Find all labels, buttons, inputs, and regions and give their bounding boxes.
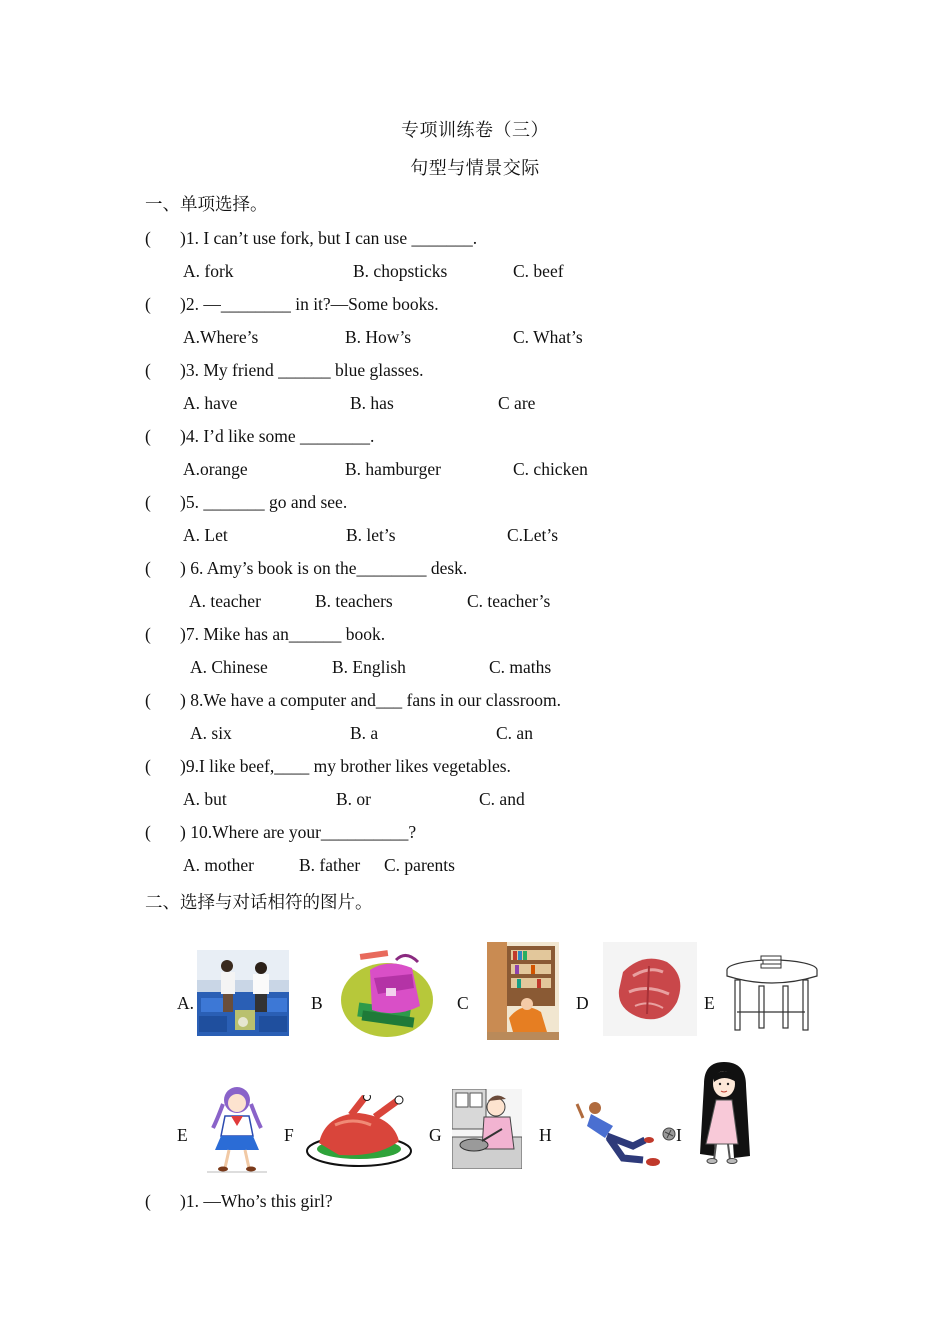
option-c: C.Let’s <box>507 525 559 545</box>
option-a: A.orange <box>183 459 248 479</box>
answer-paren: ( <box>145 360 151 380</box>
answer-paren: ( <box>145 294 151 314</box>
option-c: C. parents <box>384 855 455 875</box>
answer-paren: ( <box>145 1191 151 1211</box>
picture-label: D <box>576 993 589 1013</box>
question-stem: )4. I’d like some ________. <box>180 426 375 446</box>
option-c: C are <box>498 393 536 413</box>
picture-label: A. <box>177 993 195 1013</box>
picture-label: I <box>676 1125 682 1145</box>
option-b: B. a <box>350 723 379 743</box>
option-a: A.Where’s <box>183 327 259 347</box>
answer-paren: ( <box>145 558 151 578</box>
option-b: B. hamburger <box>345 459 441 479</box>
option-c: C. beef <box>513 261 564 281</box>
option-a: A. six <box>190 723 232 743</box>
question-stem: )9.I like beef,____ my brother likes vegetables. <box>180 756 511 776</box>
question-stem: )2. —________ in it?—Some books. <box>180 294 439 314</box>
classroom-cleaning-picture <box>197 950 289 1036</box>
answer-paren: ( <box>145 228 151 248</box>
option-a: A. mother <box>183 855 254 875</box>
option-a: A. have <box>183 393 238 413</box>
question-stem: )7. Mike has an______ book. <box>180 624 386 644</box>
option-a: A. fork <box>183 261 234 281</box>
schoolbag-picture <box>340 948 434 1038</box>
option-c: C. maths <box>489 657 552 677</box>
question-stem: )5. _______ go and see. <box>180 492 348 512</box>
option-b: B. teachers <box>315 591 393 611</box>
beef-picture <box>603 942 697 1036</box>
option-a: A. teacher <box>189 591 261 611</box>
answer-paren: ( <box>145 624 151 644</box>
section1-heading: 一、单项选择。 <box>145 194 268 214</box>
question-stem: )1. —Who’s this girl? <box>180 1191 333 1211</box>
question-stem: )3. My friend ______ blue glasses. <box>180 360 424 380</box>
option-c: C. chicken <box>513 459 588 479</box>
cooking-kitchen-picture <box>452 1089 522 1169</box>
option-b: B. let’s <box>346 525 396 545</box>
football-boy-picture <box>573 1096 683 1170</box>
option-b: B. has <box>350 393 394 413</box>
option-c: C. an <box>496 723 533 743</box>
option-a: A. Let <box>183 525 228 545</box>
bookshelf-room-picture <box>487 942 559 1040</box>
long-hair-girl-picture <box>694 1060 754 1166</box>
question-stem: ) 8.We have a computer and___ fans in our classroom. <box>180 690 562 710</box>
picture-label: H <box>539 1125 552 1145</box>
section2-heading: 二、选择与对话相符的图片。 <box>145 892 373 912</box>
picture-label: E <box>177 1125 188 1145</box>
answer-paren: ( <box>145 756 151 776</box>
page-title: 专项训练卷（三） <box>401 120 549 140</box>
option-b: B. chopsticks <box>353 261 448 281</box>
option-a: A. Chinese <box>190 657 268 677</box>
option-c: C. and <box>479 789 525 809</box>
page-subtitle: 句型与情景交际 <box>410 158 540 178</box>
picture-label: G <box>429 1125 442 1145</box>
question-stem: )1. I can’t use fork, but I can use _______. <box>180 228 478 248</box>
answer-paren: ( <box>145 822 151 842</box>
question-stem: ) 6. Amy’s book is on the________ desk. <box>180 558 468 578</box>
table-picture <box>725 954 819 1034</box>
option-b: B. How’s <box>345 327 412 347</box>
answer-paren: ( <box>145 492 151 512</box>
picture-label: C <box>457 993 469 1013</box>
roast-chicken-picture <box>305 1095 413 1169</box>
answer-paren: ( <box>145 690 151 710</box>
option-b: B. or <box>336 789 371 809</box>
option-c: C. What’s <box>513 327 583 347</box>
question-stem: ) 10.Where are your__________? <box>180 822 417 842</box>
sailor-girl-picture <box>203 1082 271 1174</box>
picture-label: B <box>311 993 323 1013</box>
option-c: C. teacher’s <box>467 591 551 611</box>
option-b: B. father <box>299 855 361 875</box>
option-a: A. but <box>183 789 227 809</box>
option-b: B. English <box>332 657 406 677</box>
picture-label: E <box>704 993 715 1013</box>
picture-label: F <box>284 1125 294 1145</box>
answer-paren: ( <box>145 426 151 446</box>
